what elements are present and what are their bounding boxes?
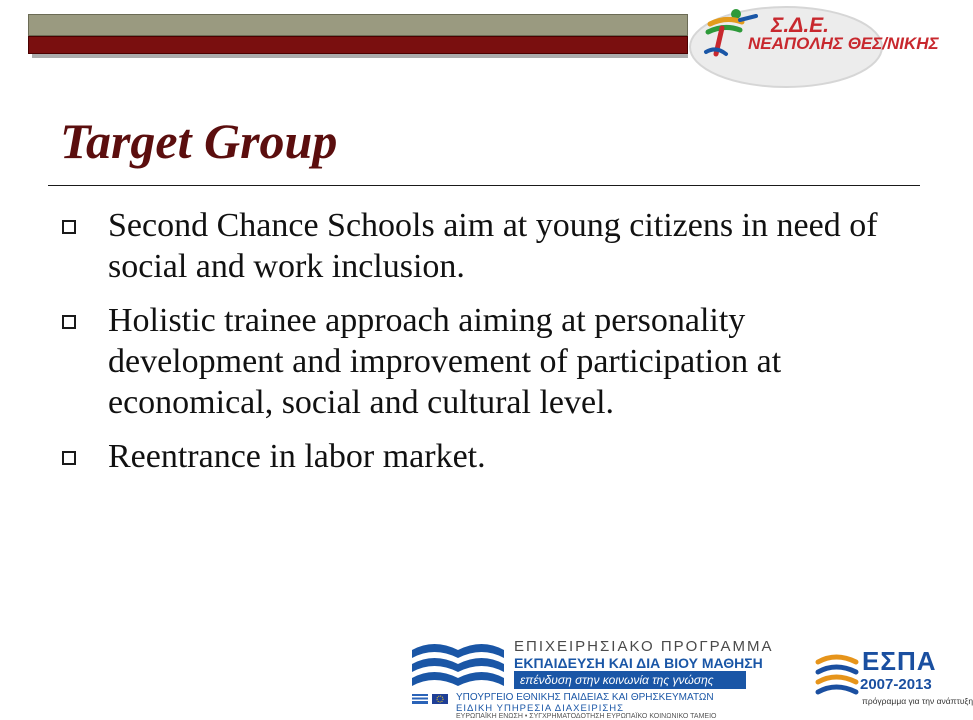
sde-logo [686, 2, 954, 92]
square-bullet-icon [62, 220, 76, 234]
header-decorative-bar [28, 14, 688, 56]
espa-logo [814, 646, 973, 718]
epeaek-line6: ΕΥΡΩΠΑΪΚΗ ΕΝΩΣΗ • ΣΥΓΧΡΗΜΑΤΟΔΟΤΗΣΗ ΕΥΡΩΠΑΪΚΟ ΚΟΙΝΩΝΙΚΟ ΤΑΜΕΙΟ [456, 713, 717, 720]
bullet-text: Holistic trainee approach aiming at personality development and improvement of participation at economical, social and cultural level. [108, 302, 782, 421]
sde-logo-line1: Σ.Δ.Ε. [771, 14, 830, 37]
header-bar-gray [28, 14, 688, 36]
bullet-item [60, 300, 910, 423]
square-bullet-icon [62, 451, 76, 465]
espa-title: ΕΣΠΑ [862, 646, 937, 676]
bullet-item [60, 436, 910, 477]
epeaek-line5: ΕΙΔΙΚΗ ΥΠΗΡΕΣΙΑ ΔΙΑΧΕΙΡΙΣΗΣ [456, 703, 625, 714]
bullet-text: Reentrance in labor market. [108, 438, 486, 475]
slide-title: Target Group [60, 113, 338, 169]
bullet-item [60, 205, 910, 287]
epeaek-book-icon [408, 636, 508, 694]
epeaek-line2: ΕΚΠΑΙΔΕΥΣΗ ΚΑΙ ΔΙΑ ΒΙΟΥ ΜΑΘΗΣΗ [514, 655, 763, 671]
bullet-list [60, 205, 910, 490]
epeaek-line1: ΕΠΙΧΕΙΡΗΣΙΑΚΟ ΠΡΟΓΡΑΜΜΑ [514, 638, 774, 655]
flags-icon [412, 692, 452, 718]
espa-slogan: πρόγραμμα για την ανάπτυξη [862, 696, 973, 706]
epeaek-logo [408, 632, 774, 720]
bullet-text: Second Chance Schools aim at young citizens in need of social and work inclusion. [108, 207, 878, 285]
espa-years: 2007-2013 [860, 676, 932, 693]
square-bullet-icon [62, 315, 76, 329]
header-bar-red [28, 36, 688, 54]
espa-waves-icon [814, 652, 860, 698]
sde-logo-line2: ΝΕΑΠΟΛΗΣ ΘΕΣ/ΝΙΚΗΣ [748, 34, 939, 53]
epeaek-line3: επένδυση στην κοινωνία της γνώσης [514, 671, 746, 689]
epeaek-line4: ΥΠΟΥΡΓΕΙΟ ΕΘΝΙΚΗΣ ΠΑΙΔΕΙΑΣ ΚΑΙ ΘΡΗΣΚΕΥΜΑΤΩΝ [456, 692, 714, 703]
header-bar-shadow [32, 54, 688, 58]
title-divider [48, 185, 920, 186]
